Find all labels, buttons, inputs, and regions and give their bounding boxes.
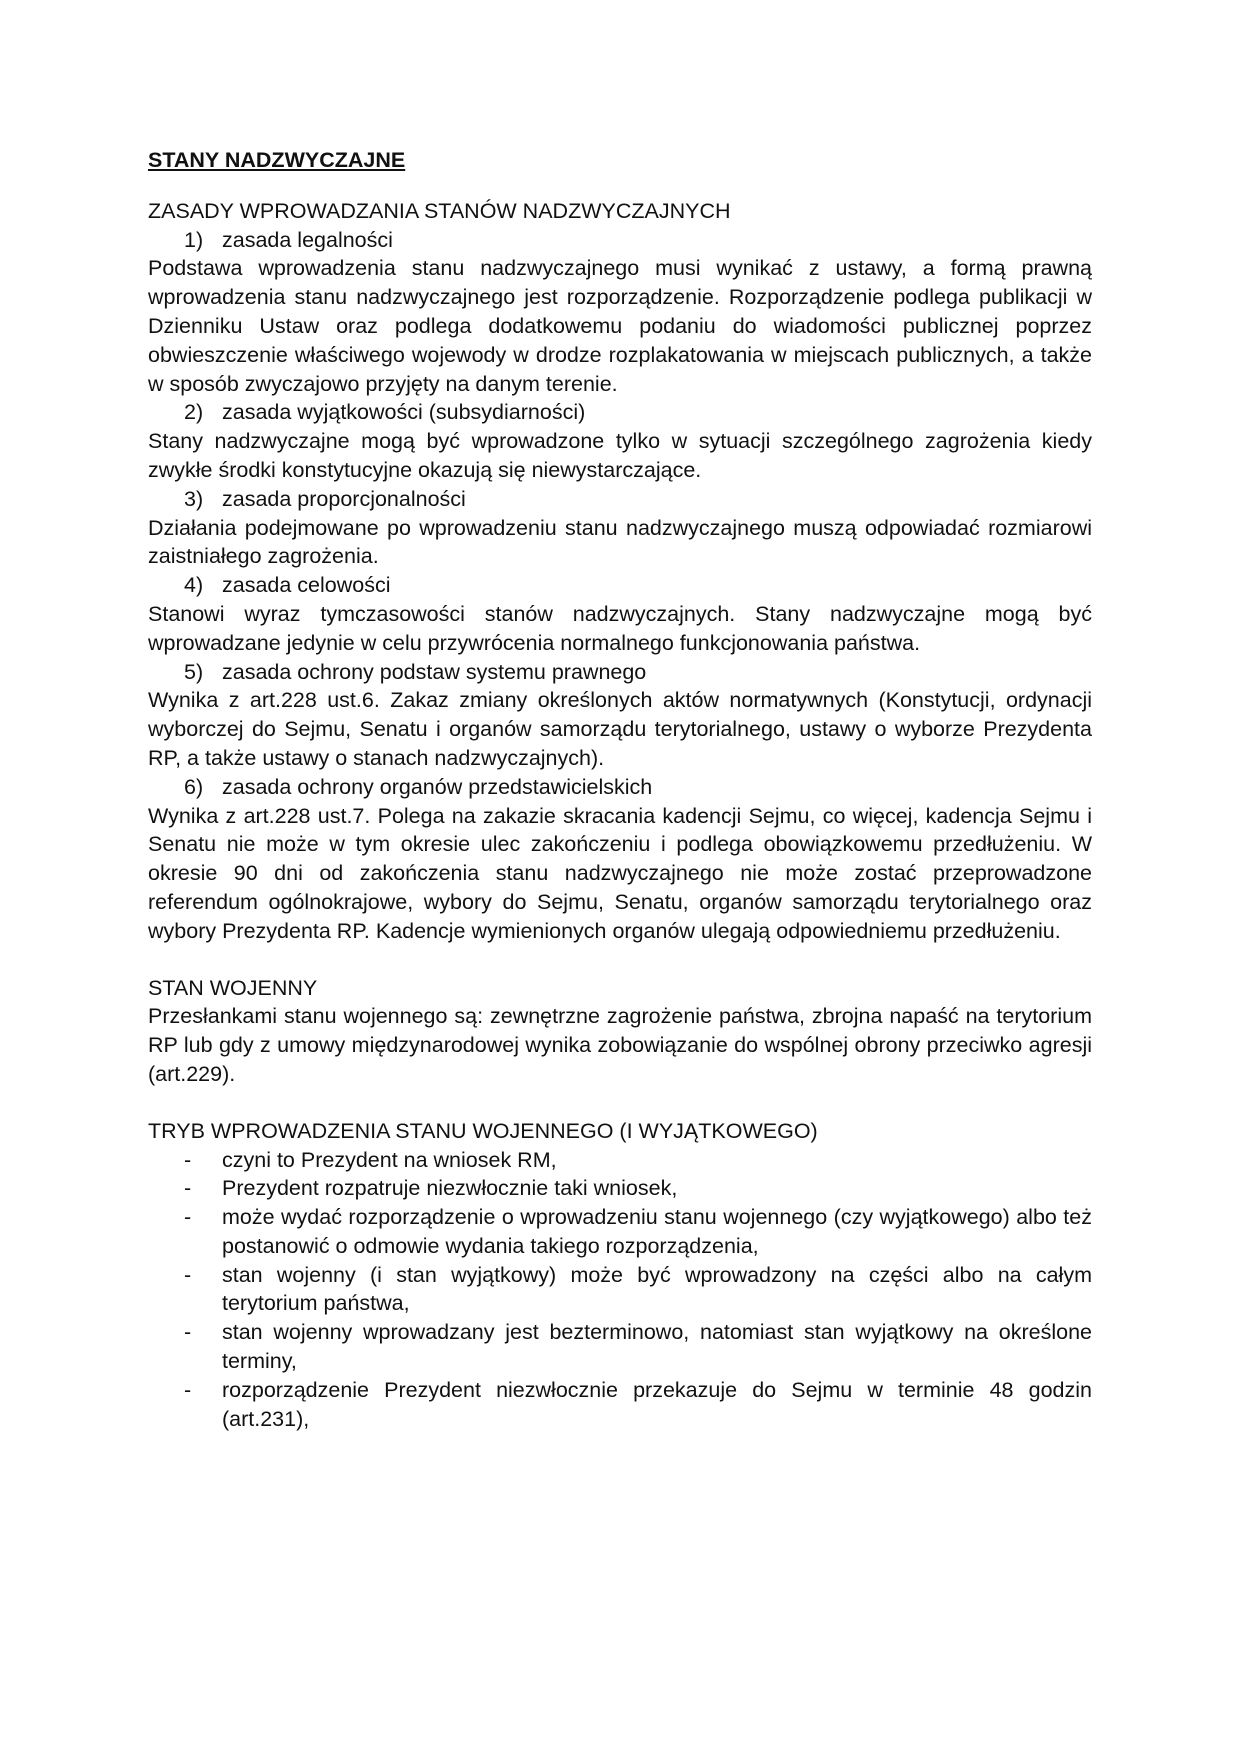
rule-number: 1): [184, 227, 204, 252]
paragraph-spacer: [148, 1089, 1092, 1117]
rule-number: 3): [184, 486, 204, 511]
rule-label: zasada ochrony podstaw systemu prawnego: [222, 659, 647, 684]
rule-paragraph: Wynika z art.228 ust.7. Polega na zakazie skracania kadencji Sejmu, co więcej, kadencja Sejmu i Senatu nie może w tym okresie ulec zakończeniu i podlega obowiązkowemu przedłużeniu. W okresie 90 dni od zakończenia stanu nadzwyczajnego nie może zostać przeprowadzone referendum ogólnokrajowe, wybory do Sejmu, Senatu, organów samorządu terytorialnego oraz wybory Prezydenta RP. Kadencje wymienionych organów ulegają odpowiedniemu przedłużeniu.: [148, 803, 1092, 943]
paragraph-spacer: [148, 946, 1092, 974]
list-item-text: stan wojenny (i stan wyjątkowy) może być wprowadzony na części albo na całym terytorium państwa,: [222, 1262, 1092, 1316]
section-heading-principles: ZASADY WPROWADZANIA STANÓW NADZWYCZAJNYCH: [148, 198, 731, 223]
procedure-list: [148, 1146, 1092, 1434]
rule-label: zasada celowości: [222, 573, 391, 598]
list-item: [148, 1318, 1092, 1376]
list-item: [148, 1174, 1092, 1203]
list-item: [148, 1261, 1092, 1319]
list-item-text: rozporządzenie Prezydent niezwłocznie przekazuje do Sejmu w terminie 48 godzin (art.231),: [222, 1377, 1092, 1431]
rule-label: zasada legalności: [222, 227, 393, 252]
rule-paragraph: Stanowi wyraz tymczasowości stanów nadzwyczajnych. Stany nadzwyczajne mogą być wprowadzane jedynie w celu przywrócenia normalnego funkcjonowania państwa.: [148, 601, 1092, 655]
bullet-marker: -: [184, 1176, 192, 1201]
list-item: [148, 1376, 1092, 1434]
rule-paragraph: Podstawa wprowadzenia stanu nadzwyczajnego musi wynikać z ustawy, a formą prawną wprowadzenia stanu nadzwyczajnego jest rozporządzenie. Rozporządzenie podlega publikacji w Dzienniku Ustaw oraz podlega dodatkowemu podaniu do wiadomości publicznej poprzez obwieszczenie właściwego wojewody w drodze rozplakatowania w miejscach publicznych, a także w sposób zwyczajowo przyjęty na danym terenie.: [148, 256, 1092, 396]
rule-paragraph: Wynika z art.228 ust.6. Zakaz zmiany określonych aktów normatywnych (Konstytucji, ordynacji wyborczej do Sejmu, Senatu i organów samorządu terytorialnego, ustawy o wyborze Prezydenta RP, a także ustawy o stanach nadzwyczajnych).: [148, 688, 1092, 770]
bullet-marker: -: [184, 1377, 192, 1402]
bullet-marker: -: [184, 1262, 192, 1287]
rule-heading: [148, 658, 1092, 687]
section-heading-martial-law: STAN WOJENNY: [148, 975, 318, 1000]
list-item-text: może wydać rozporządzenie o wprowadzeniu stanu wojennego (czy wyjątkowego) albo też postanowić o odmowie wydania takiego rozporządzenia,: [222, 1205, 1092, 1258]
rule-number: 2): [184, 400, 204, 425]
rule-number: 4): [184, 573, 204, 598]
rule-heading: [148, 773, 1092, 802]
document-title: STANY NADZWYCZAJNE: [148, 148, 406, 172]
martial-law-paragraph: Przesłankami stanu wojennego są: zewnętrzne zagrożenie państwa, zbrojna napaść na terytorium RP lub gdy z umowy międzynarodowej wynika zobowiązanie do wspólnej obrony przeciwko agresji (art.229).: [148, 1004, 1092, 1086]
rule-heading: [148, 398, 1092, 427]
bullet-marker: -: [184, 1147, 192, 1172]
document-page: [148, 146, 1092, 1433]
list-item: [148, 1203, 1092, 1261]
rule-paragraph: Działania podejmowane po wprowadzeniu stanu nadzwyczajnego muszą odpowiadać rozmiarowi zaistniałego zagrożenia.: [148, 515, 1092, 569]
rule-label: zasada ochrony organów przedstawicielskich: [222, 774, 653, 799]
list-item: [148, 1146, 1092, 1175]
rule-heading: [148, 226, 1092, 255]
bullet-marker: -: [184, 1205, 192, 1230]
rule-number: 6): [184, 774, 204, 799]
section-heading-procedure: TRYB WPROWADZENIA STANU WOJENNEGO (I WYJĄTKOWEGO): [148, 1118, 818, 1143]
bullet-marker: -: [184, 1320, 192, 1345]
rule-number: 5): [184, 659, 204, 684]
rule-label: zasada wyjątkowości (subsydiarności): [222, 400, 586, 425]
list-item-text: stan wojenny wprowadzany jest bezterminowo, natomiast stan wyjątkowy na określone terminy,: [222, 1320, 1092, 1374]
list-item-text: Prezydent rozpatruje niezwłocznie taki wniosek,: [222, 1176, 678, 1201]
rule-heading: [148, 485, 1092, 514]
rule-label: zasada proporcjonalności: [222, 486, 466, 511]
rule-paragraph: Stany nadzwyczajne mogą być wprowadzone tylko w sytuacji szczególnego zagrożenia kiedy zwykłe środki konstytucyjne okazują się niewystarczające.: [148, 429, 1092, 482]
list-item-text: czyni to Prezydent na wniosek RM,: [222, 1147, 557, 1172]
rule-heading: [148, 571, 1092, 600]
